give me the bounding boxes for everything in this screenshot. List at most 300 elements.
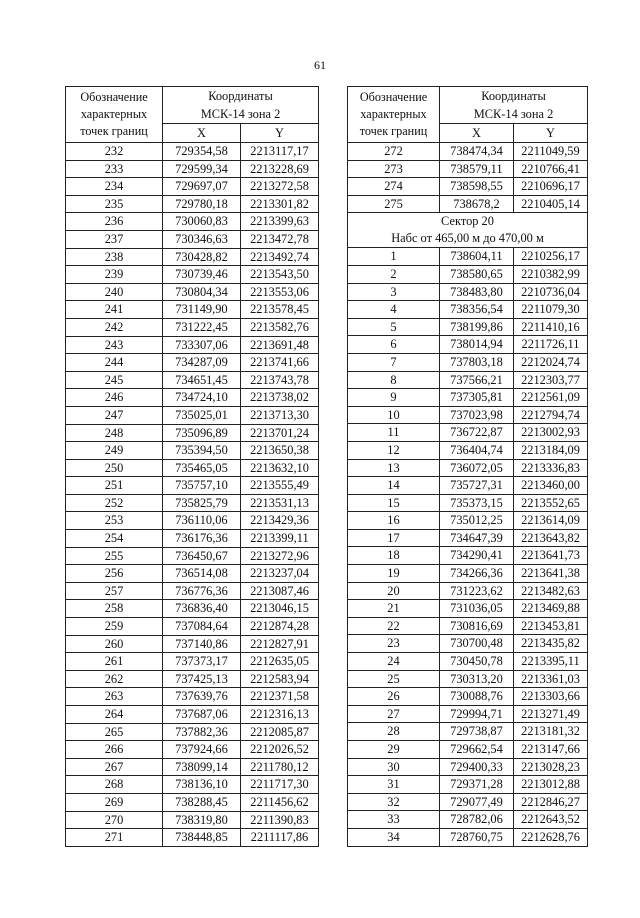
y-coordinate-cell: 2213543,50 — [241, 266, 319, 284]
x-coordinate-cell: 728782,06 — [440, 811, 514, 829]
table-row — [66, 283, 319, 301]
point-id-cell: 20 — [348, 582, 440, 600]
table-row — [348, 353, 588, 371]
y-coordinate-cell: 2211049,59 — [514, 143, 588, 161]
table-row — [348, 143, 588, 161]
y-coordinate-cell: 2212628,76 — [514, 828, 588, 846]
y-coordinate-cell: 2212583,94 — [241, 670, 319, 688]
x-coordinate-cell: 729738,87 — [440, 723, 514, 741]
table-row — [66, 600, 319, 618]
table-row — [66, 688, 319, 706]
point-id-cell: 251 — [66, 477, 163, 495]
y-coordinate-cell: 2213272,58 — [241, 178, 319, 196]
point-id-cell: 271 — [66, 829, 163, 847]
table-row — [66, 793, 319, 811]
point-id-cell: 243 — [66, 336, 163, 354]
table-row — [66, 389, 319, 407]
table-row — [348, 635, 588, 653]
x-coordinate-cell: 735394,50 — [163, 442, 241, 460]
table-row — [66, 195, 319, 213]
point-id-cell: 3 — [348, 283, 440, 301]
point-id-cell: 234 — [66, 178, 163, 196]
table-row — [348, 617, 588, 635]
x-coordinate-cell: 728760,75 — [440, 828, 514, 846]
table-row — [66, 406, 319, 424]
table-row — [66, 635, 319, 653]
y-coordinate-cell: 2212874,28 — [241, 618, 319, 636]
x-coordinate-cell: 731222,45 — [163, 318, 241, 336]
x-coordinate-cell: 737882,36 — [163, 723, 241, 741]
y-coordinate-cell: 2213650,38 — [241, 442, 319, 460]
table-row — [348, 283, 588, 301]
point-id-cell: 21 — [348, 600, 440, 618]
point-id-cell: 237 — [66, 230, 163, 248]
x-coordinate-cell: 729662,54 — [440, 741, 514, 759]
y-coordinate-cell: 2213399,11 — [241, 530, 319, 548]
point-id-cell: 29 — [348, 741, 440, 759]
x-coordinate-cell: 734290,41 — [440, 547, 514, 565]
x-coordinate-cell: 737373,17 — [163, 653, 241, 671]
y-coordinate-cell: 2213228,69 — [241, 160, 319, 178]
y-coordinate-cell: 2213181,32 — [514, 723, 588, 741]
y-coordinate-cell: 2210766,41 — [514, 160, 588, 178]
table-row — [348, 195, 588, 213]
right-table-body-bottom — [348, 248, 588, 846]
point-id-cell: 23 — [348, 635, 440, 653]
y-coordinate-cell: 2213460,00 — [514, 477, 588, 495]
point-id-cell: 236 — [66, 213, 163, 231]
point-id-cell: 268 — [66, 776, 163, 794]
x-coordinate-cell: 730450,78 — [440, 653, 514, 671]
y-coordinate-cell: 2213641,73 — [514, 547, 588, 565]
y-coordinate-cell: 2211456,62 — [241, 793, 319, 811]
point-id-cell: 11 — [348, 424, 440, 442]
table-row — [348, 477, 588, 495]
y-coordinate-cell: 2213578,45 — [241, 301, 319, 319]
point-id-cell: 12 — [348, 441, 440, 459]
point-id-cell: 248 — [66, 424, 163, 442]
y-coordinate-cell: 2212371,58 — [241, 688, 319, 706]
x-coordinate-cell: 730804,34 — [163, 283, 241, 301]
x-coordinate-cell: 734651,45 — [163, 371, 241, 389]
table-row — [348, 529, 588, 547]
point-id-cell: 239 — [66, 266, 163, 284]
y-coordinate-cell: 2213553,06 — [241, 283, 319, 301]
point-id-cell: 4 — [348, 301, 440, 319]
point-id-cell: 269 — [66, 793, 163, 811]
table-row — [66, 371, 319, 389]
left-table-body — [66, 143, 319, 847]
x-coordinate-cell: 731223,62 — [440, 582, 514, 600]
table-row — [66, 741, 319, 759]
point-id-cell: 9 — [348, 389, 440, 407]
table-row — [348, 336, 588, 354]
y-coordinate-cell: 2213691,48 — [241, 336, 319, 354]
table-row — [348, 758, 588, 776]
x-coordinate-cell: 730088,76 — [440, 688, 514, 706]
point-id-cell: 31 — [348, 776, 440, 794]
x-coordinate-cell: 730060,83 — [163, 213, 241, 231]
point-id-cell: 244 — [66, 354, 163, 372]
x-coordinate-cell: 729599,34 — [163, 160, 241, 178]
table-row — [66, 354, 319, 372]
x-coordinate-cell: 730346,63 — [163, 230, 241, 248]
table-row — [348, 301, 588, 319]
table-row — [348, 318, 588, 336]
x-coordinate-cell: 738604,11 — [440, 248, 514, 266]
table-row — [66, 477, 319, 495]
y-axis-header: Y — [514, 124, 588, 143]
table-row — [348, 723, 588, 741]
y-coordinate-cell: 2213395,11 — [514, 653, 588, 671]
x-coordinate-cell: 736072,05 — [440, 459, 514, 477]
x-coordinate-cell: 738580,65 — [440, 265, 514, 283]
x-coordinate-cell: 736836,40 — [163, 600, 241, 618]
sector-header-row — [348, 213, 588, 248]
point-id-cell: 235 — [66, 195, 163, 213]
y-coordinate-cell: 2213738,02 — [241, 389, 319, 407]
point-id-cell: 10 — [348, 406, 440, 424]
table-row — [348, 688, 588, 706]
x-coordinate-cell: 734724,10 — [163, 389, 241, 407]
point-id-cell: 15 — [348, 494, 440, 512]
table-row — [348, 600, 588, 618]
x-coordinate-cell: 736514,08 — [163, 565, 241, 583]
table-row — [66, 143, 319, 161]
y-coordinate-cell: 2213614,09 — [514, 512, 588, 530]
y-coordinate-cell: 2213741,66 — [241, 354, 319, 372]
coordinates-header: Координаты МСК-14 зона 2 — [440, 87, 588, 124]
x-coordinate-cell: 729994,71 — [440, 705, 514, 723]
x-coordinate-cell: 730428,82 — [163, 248, 241, 266]
point-id-cell: 6 — [348, 336, 440, 354]
sector-block — [348, 213, 588, 248]
y-coordinate-cell: 2212303,77 — [514, 371, 588, 389]
point-id-cell: 7 — [348, 353, 440, 371]
y-coordinate-cell: 2210696,17 — [514, 178, 588, 196]
point-id-cell: 262 — [66, 670, 163, 688]
y-axis-header: Y — [241, 124, 319, 143]
y-coordinate-cell: 2213552,65 — [514, 494, 588, 512]
x-coordinate-cell: 738448,85 — [163, 829, 241, 847]
y-coordinate-cell: 2211079,30 — [514, 301, 588, 319]
y-coordinate-cell: 2211410,16 — [514, 318, 588, 336]
x-coordinate-cell: 735012,25 — [440, 512, 514, 530]
y-coordinate-cell: 2210405,14 — [514, 195, 588, 213]
table-row — [348, 547, 588, 565]
point-id-cell: 232 — [66, 143, 163, 161]
table-row — [66, 301, 319, 319]
y-coordinate-cell: 2213453,81 — [514, 617, 588, 635]
x-coordinate-cell: 738356,54 — [440, 301, 514, 319]
table-row — [66, 758, 319, 776]
y-coordinate-cell: 2211717,30 — [241, 776, 319, 794]
x-coordinate-cell: 738099,14 — [163, 758, 241, 776]
table-row — [348, 406, 588, 424]
point-id-cell: 270 — [66, 811, 163, 829]
x-coordinate-cell: 738199,86 — [440, 318, 514, 336]
table-row — [348, 424, 588, 442]
x-coordinate-cell: 735373,15 — [440, 494, 514, 512]
x-coordinate-cell: 737425,13 — [163, 670, 241, 688]
table-row — [66, 706, 319, 724]
point-id-cell: 267 — [66, 758, 163, 776]
x-coordinate-cell: 729780,18 — [163, 195, 241, 213]
point-id-cell: 13 — [348, 459, 440, 477]
point-id-cell: 16 — [348, 512, 440, 530]
x-axis-header: X — [440, 124, 514, 143]
point-id-cell: 24 — [348, 653, 440, 671]
x-coordinate-cell: 735727,31 — [440, 477, 514, 495]
y-coordinate-cell: 2212827,91 — [241, 635, 319, 653]
table-row — [348, 776, 588, 794]
point-id-cell: 14 — [348, 477, 440, 495]
y-coordinate-cell: 2213743,78 — [241, 371, 319, 389]
table-row — [66, 160, 319, 178]
table-row — [348, 828, 588, 846]
y-coordinate-cell: 2212846,27 — [514, 793, 588, 811]
x-coordinate-cell: 734287,09 — [163, 354, 241, 372]
table-row — [348, 811, 588, 829]
x-coordinate-cell: 738014,94 — [440, 336, 514, 354]
x-coordinate-cell: 734266,36 — [440, 565, 514, 583]
y-coordinate-cell: 2213303,66 — [514, 688, 588, 706]
y-coordinate-cell: 2212561,09 — [514, 389, 588, 407]
y-coordinate-cell: 2213435,82 — [514, 635, 588, 653]
x-coordinate-cell: 738288,45 — [163, 793, 241, 811]
point-id-cell: 263 — [66, 688, 163, 706]
y-coordinate-cell: 2213012,88 — [514, 776, 588, 794]
coordinates-table-right — [347, 86, 588, 847]
y-coordinate-cell: 2210256,17 — [514, 248, 588, 266]
y-coordinate-cell: 2213087,46 — [241, 582, 319, 600]
y-coordinate-cell: 2211780,12 — [241, 758, 319, 776]
table-row — [66, 653, 319, 671]
x-coordinate-cell: 738474,34 — [440, 143, 514, 161]
point-id-cell: 245 — [66, 371, 163, 389]
designation-header: Обозначение характерных точек границ — [348, 87, 440, 143]
point-id-cell: 25 — [348, 670, 440, 688]
y-coordinate-cell: 2213002,93 — [514, 424, 588, 442]
point-id-cell: 246 — [66, 389, 163, 407]
point-id-cell: 241 — [66, 301, 163, 319]
x-coordinate-cell: 736450,67 — [163, 547, 241, 565]
y-coordinate-cell: 2213641,38 — [514, 565, 588, 583]
x-coordinate-cell: 730700,48 — [440, 635, 514, 653]
x-coordinate-cell: 736110,06 — [163, 512, 241, 530]
x-coordinate-cell: 737639,76 — [163, 688, 241, 706]
x-coordinate-cell: 731149,90 — [163, 301, 241, 319]
x-coordinate-cell: 737803,18 — [440, 353, 514, 371]
table-row — [66, 618, 319, 636]
point-id-cell: 32 — [348, 793, 440, 811]
point-id-cell: 26 — [348, 688, 440, 706]
table-row — [66, 266, 319, 284]
table-row — [348, 494, 588, 512]
point-id-cell: 266 — [66, 741, 163, 759]
y-coordinate-cell: 2213147,66 — [514, 741, 588, 759]
point-id-cell: 259 — [66, 618, 163, 636]
designation-header: Обозначение характерных точек границ — [66, 87, 163, 143]
y-coordinate-cell: 2212635,05 — [241, 653, 319, 671]
x-coordinate-cell: 736176,36 — [163, 530, 241, 548]
x-coordinate-cell: 730739,46 — [163, 266, 241, 284]
x-coordinate-cell: 737084,64 — [163, 618, 241, 636]
table-row — [66, 670, 319, 688]
x-coordinate-cell: 737566,21 — [440, 371, 514, 389]
y-coordinate-cell: 2211726,11 — [514, 336, 588, 354]
x-coordinate-cell: 729400,33 — [440, 758, 514, 776]
point-id-cell: 264 — [66, 706, 163, 724]
x-coordinate-cell: 737687,06 — [163, 706, 241, 724]
x-coordinate-cell: 738579,11 — [440, 160, 514, 178]
y-coordinate-cell: 2213482,63 — [514, 582, 588, 600]
point-id-cell: 256 — [66, 565, 163, 583]
x-coordinate-cell: 736722,87 — [440, 424, 514, 442]
x-coordinate-cell: 737924,66 — [163, 741, 241, 759]
x-coordinate-cell: 729371,28 — [440, 776, 514, 794]
page-number: 61 — [314, 58, 326, 72]
point-id-cell: 1 — [348, 248, 440, 266]
y-coordinate-cell: 2213531,13 — [241, 494, 319, 512]
table-row — [66, 336, 319, 354]
table-row — [348, 512, 588, 530]
x-coordinate-cell: 735025,01 — [163, 406, 241, 424]
point-id-cell: 28 — [348, 723, 440, 741]
y-coordinate-cell: 2213713,30 — [241, 406, 319, 424]
y-coordinate-cell: 2213361,03 — [514, 670, 588, 688]
table-row — [348, 653, 588, 671]
y-coordinate-cell: 2213184,09 — [514, 441, 588, 459]
y-coordinate-cell: 2211117,86 — [241, 829, 319, 847]
y-coordinate-cell: 2213429,36 — [241, 512, 319, 530]
x-coordinate-cell: 730313,20 — [440, 670, 514, 688]
x-coordinate-cell: 736776,36 — [163, 582, 241, 600]
x-coordinate-cell: 731036,05 — [440, 600, 514, 618]
table-row — [66, 582, 319, 600]
y-coordinate-cell: 2212316,13 — [241, 706, 319, 724]
table-row — [66, 530, 319, 548]
table-row — [348, 565, 588, 583]
y-coordinate-cell: 2212026,52 — [241, 741, 319, 759]
table-row — [348, 371, 588, 389]
point-id-cell: 18 — [348, 547, 440, 565]
table-row — [348, 160, 588, 178]
point-id-cell: 33 — [348, 811, 440, 829]
table-row — [348, 389, 588, 407]
y-coordinate-cell: 2212024,74 — [514, 353, 588, 371]
point-id-cell: 242 — [66, 318, 163, 336]
y-coordinate-cell: 2213028,23 — [514, 758, 588, 776]
table-row — [348, 441, 588, 459]
table-row — [66, 512, 319, 530]
point-id-cell: 233 — [66, 160, 163, 178]
x-coordinate-cell: 737140,86 — [163, 635, 241, 653]
table-row — [348, 793, 588, 811]
x-coordinate-cell: 734647,39 — [440, 529, 514, 547]
point-id-cell: 261 — [66, 653, 163, 671]
x-coordinate-cell: 737305,81 — [440, 389, 514, 407]
x-coordinate-cell: 729354,58 — [163, 143, 241, 161]
point-id-cell: 255 — [66, 547, 163, 565]
point-id-cell: 274 — [348, 178, 440, 196]
point-id-cell: 247 — [66, 406, 163, 424]
point-id-cell: 253 — [66, 512, 163, 530]
table-row — [66, 565, 319, 583]
sector-title: Сектор 20 Набс от 465,00 м до 470,00 м — [348, 213, 588, 248]
table-row — [66, 829, 319, 847]
table-row — [348, 705, 588, 723]
y-coordinate-cell: 2210382,99 — [514, 265, 588, 283]
x-coordinate-cell: 730816,69 — [440, 617, 514, 635]
x-coordinate-cell: 738598,55 — [440, 178, 514, 196]
point-id-cell: 273 — [348, 160, 440, 178]
y-coordinate-cell: 2213469,88 — [514, 600, 588, 618]
y-coordinate-cell: 2213271,49 — [514, 705, 588, 723]
point-id-cell: 275 — [348, 195, 440, 213]
point-id-cell: 258 — [66, 600, 163, 618]
x-coordinate-cell: 738483,80 — [440, 283, 514, 301]
y-coordinate-cell: 2213701,24 — [241, 424, 319, 442]
table-row — [66, 776, 319, 794]
y-coordinate-cell: 2213555,49 — [241, 477, 319, 495]
x-coordinate-cell: 733307,06 — [163, 336, 241, 354]
table-row — [348, 670, 588, 688]
point-id-cell: 254 — [66, 530, 163, 548]
point-id-cell: 8 — [348, 371, 440, 389]
point-id-cell: 27 — [348, 705, 440, 723]
right-table-body-top — [348, 143, 588, 213]
y-coordinate-cell: 2211390,83 — [241, 811, 319, 829]
point-id-cell: 272 — [348, 143, 440, 161]
table-row — [348, 459, 588, 477]
x-coordinate-cell: 738136,10 — [163, 776, 241, 794]
y-coordinate-cell: 2213272,96 — [241, 547, 319, 565]
table-row — [66, 178, 319, 196]
table-row — [348, 178, 588, 196]
table-row — [348, 741, 588, 759]
y-coordinate-cell: 2212085,87 — [241, 723, 319, 741]
table-row — [66, 318, 319, 336]
table-row — [66, 494, 319, 512]
y-coordinate-cell: 2212643,52 — [514, 811, 588, 829]
y-coordinate-cell: 2213046,15 — [241, 600, 319, 618]
y-coordinate-cell: 2213336,83 — [514, 459, 588, 477]
y-coordinate-cell: 2213492,74 — [241, 248, 319, 266]
point-id-cell: 257 — [66, 582, 163, 600]
table-row — [66, 213, 319, 231]
y-coordinate-cell: 2213632,10 — [241, 459, 319, 477]
x-coordinate-cell: 737023,98 — [440, 406, 514, 424]
y-coordinate-cell: 2213301,82 — [241, 195, 319, 213]
x-coordinate-cell: 735825,79 — [163, 494, 241, 512]
point-id-cell: 19 — [348, 565, 440, 583]
coordinates-table-left — [65, 86, 319, 847]
x-coordinate-cell: 736404,74 — [440, 441, 514, 459]
x-coordinate-cell: 735465,05 — [163, 459, 241, 477]
x-coordinate-cell: 729077,49 — [440, 793, 514, 811]
table-row — [66, 442, 319, 460]
point-id-cell: 260 — [66, 635, 163, 653]
y-coordinate-cell: 2213582,76 — [241, 318, 319, 336]
point-id-cell: 252 — [66, 494, 163, 512]
table-row — [348, 265, 588, 283]
table-row — [66, 547, 319, 565]
table-row — [66, 811, 319, 829]
x-coordinate-cell: 738319,80 — [163, 811, 241, 829]
y-coordinate-cell: 2212794,74 — [514, 406, 588, 424]
point-id-cell: 238 — [66, 248, 163, 266]
